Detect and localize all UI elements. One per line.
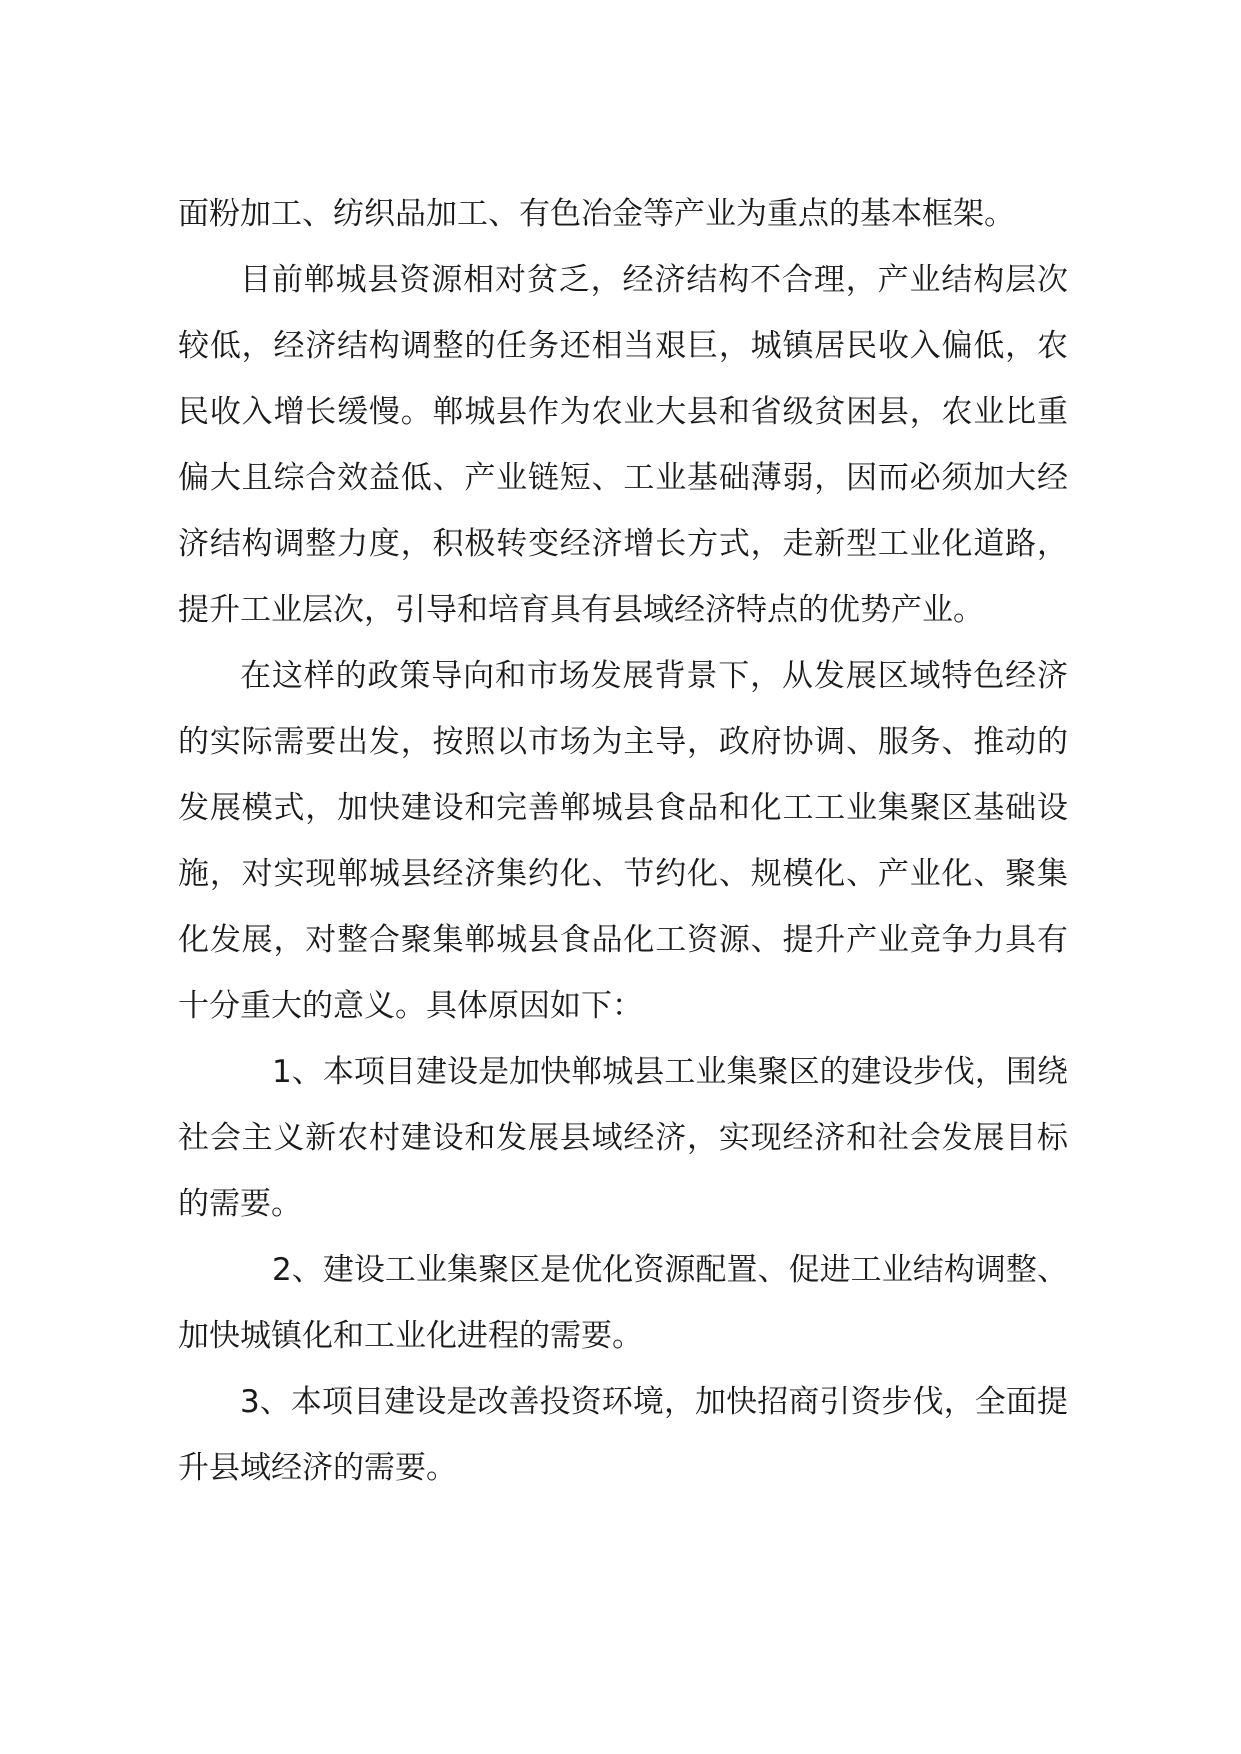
- paragraph-continuation: 面粉加工、纺织品加工、有色冶金等产业为重点的基本框架。: [178, 196, 1015, 232]
- document-body: [178, 181, 1068, 1501]
- list-item-reason-2: 2、建设工业集聚区是优化资源配置、促进工业结构调整、加快城镇化和工业化进程的需要。: [178, 1252, 1068, 1354]
- paragraph-background: 目前郸城县资源相对贫乏，经济结构不合理，产业结构层次较低，经济结构调整的任务还相当艰巨，城镇居民收入偏低，农民收入增长缓慢。郸城县作为农业大县和省级贫困县，农业比重偏大且综合效益低、产业链短、工业基础薄弱，因而必须加大经济结构调整力度，积极转变经济增长方式，走新型工业化道路，提升工业层次，引导和培育具有县域经济特点的优势产业。: [178, 262, 1068, 628]
- paragraph-policy-context: 在这样的政策导向和市场发展背景下，从发展区域特色经济的实际需要出发，按照以市场为主导，政府协调、服务、推动的发展模式，加快建设和完善郸城县食品和化工工业集聚区基础设施，对实现郸城县经济集约化、节约化、规模化、产业化、聚集化发展，对整合聚集郸城县食品化工资源、提升产业竞争力具有十分重大的意义。具体原因如下：: [178, 658, 1068, 1024]
- list-item-reason-3: 3、本项目建设是改善投资环境，加快招商引资步伐，全面提升县域经济的需要。: [178, 1384, 1068, 1486]
- list-item-reason-1: 1、本项目建设是加快郸城县工业集聚区的建设步伐，围绕社会主义新农村建设和发展县域经济，实现经济和社会发展目标的需要。: [178, 1054, 1068, 1222]
